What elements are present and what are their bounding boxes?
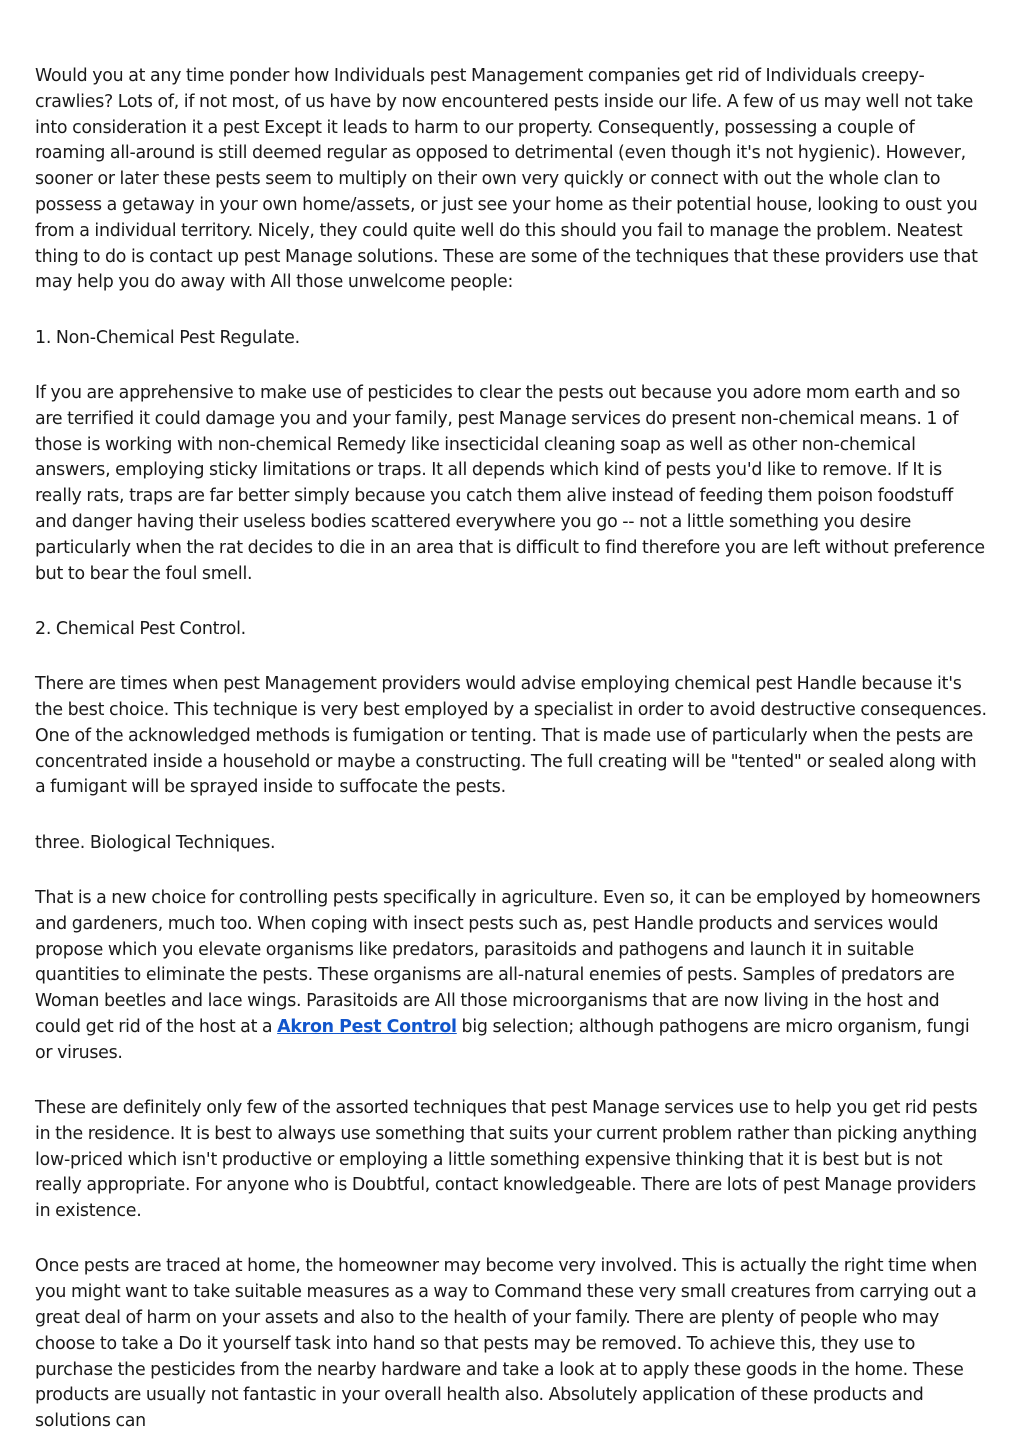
heading-biological: three. Biological Techniques. [35,832,276,853]
intro-paragraph: Would you at any time ponder how Individuals pest Management companies get rid of Individuals creepy-crawlies? Lots of, if not most, of us have by now encountered pests inside our life. A few of us may well not take into consideration it a pest Except it leads to harm to our property. Consequently, possessing a couple of roaming all-around is still deemed regular as opposed to detrimental (even though it's not hygienic). However, sooner or later these pests seem to multiply on their own very quickly or connect with out the whole clan to possess a getaway in your own home/assets, or just see your home as their potential house, looking to oust you from a individual territory. Nicely, they could quite well do this should you fail to manage the problem. Neatest thing to do is contact up pest Manage solutions. These are some of the techniques that these providers use that may help you do away with All those unwelcome people: [35,66,978,293]
summary-paragraph: These are definitely only few of the assorted techniques that pest Manage services use to help you get rid pests in the residence. It is best to always use something that suits your current problem rather than picking anything low-priced which isn't productive or employing a little something expensive thinking that it is best but is not really appropriate. For anyone who is Doubtful, contact knowledgeable. There are lots of pest Manage providers in existence. [35,1098,978,1222]
heading-chemical: 2. Chemical Pest Control. [35,618,246,639]
akron-pest-control-link[interactable]: Akron Pest Control [277,1016,457,1037]
document-body [35,64,989,1435]
heading-non-chemical: 1. Non-Chemical Pest Regulate. [35,327,300,348]
biological-paragraph [35,886,989,1067]
chemical-paragraph: There are times when pest Management providers would advise employing chemical pest Handle because it's the best choice. This technique is very best employed by a specialist in order to avoid destructive consequences. One of the acknowledged methods is fumigation or tenting. That is made use of particularly when the pests are concentrated inside a household or maybe a constructing. The full creating will be "tented" or sealed along with a fumigant will be sprayed inside to suffocate the pests. [35,674,987,798]
closing-paragraph: Once pests are traced at home, the homeowner may become very involved. This is actually the right time when you might want to take suitable measures as a way to Command these very small creatures from carrying out a great deal of harm on your assets and also to the health of your family. There are plenty of people who may choose to take a Do it yourself task into hand so that pests may be removed. To achieve this, they use to purchase the pesticides from the nearby hardware and take a look at to apply these goods in the home. These products are usually not fantastic in your overall health also. Absolutely application of these products and solutions can [35,1256,978,1432]
non-chemical-paragraph: If you are apprehensive to make use of pesticides to clear the pests out because you adore mom earth and so are terrified it could damage you and your family, pest Manage services do present non-chemical means. 1 of those is working with non-chemical Remedy like insecticidal cleaning soap as well as other non-chemical answers, employing sticky limitations or traps. It all depends which kind of pests you'd like to remove. If It is really rats, traps are far better simply because you catch them alive instead of feeding them poison foodstuff and danger having their useless bodies scattered everywhere you go -- not a little something you desire particularly when the rat decides to die in an area that is difficult to find therefore you are left without preference but to bear the foul smell. [35,382,985,584]
biological-text-after-link: big selection; although pathogens are micro organism, fungi or viruses. [35,1016,970,1063]
biological-text-before-link: That is a new choice for controlling pests specifically in agriculture. Even so, it can be employed by homeowners and gardeners, much too. When coping with insect pests such as, pest Handle products and services would propose which you elevate organisms like predators, parasitoids and pathogens and launch it in suitable quantities to eliminate the pests. These organisms are all-natural enemies of pests. Samples of predators are Woman beetles and lace wings. Parasitoids are All those microorganisms that are now living in the host and could get rid of the host at a [35,887,981,1037]
